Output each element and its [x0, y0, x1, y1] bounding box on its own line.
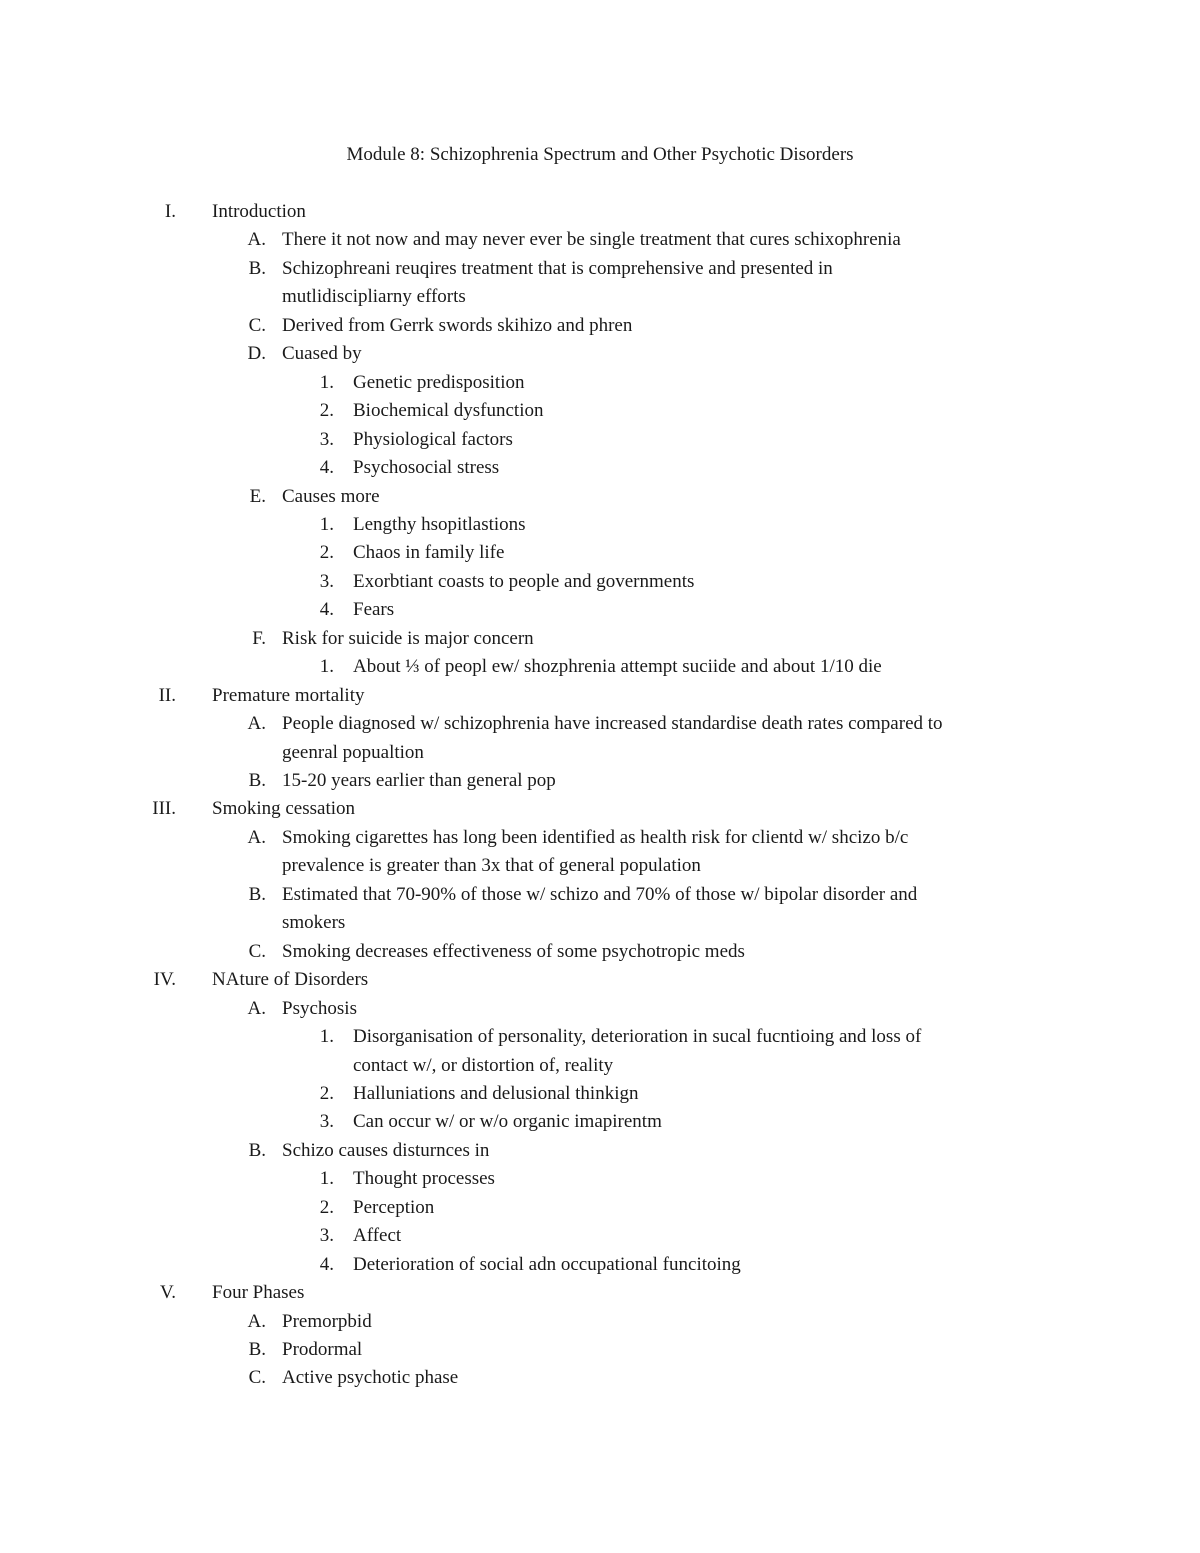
- subsection-text: Cuased by: [282, 343, 362, 364]
- subsection-marker: A.: [247, 827, 266, 848]
- section-text: Four Phases: [212, 1282, 305, 1303]
- point-marker: 3.: [319, 429, 334, 450]
- point-text: Can occur w/ or w/o organic imapirentm: [353, 1111, 662, 1132]
- point-text: About ⅓ of peopl ew/ shozphrenia attempt suciide and about 1/10 die: [353, 656, 882, 677]
- point-text: Deterioration of social adn occupational funcitoing: [353, 1254, 741, 1275]
- subsection-marker: C.: [248, 315, 266, 336]
- section-text: NAture of Disorders: [212, 969, 369, 990]
- section-marker: V.: [159, 1282, 176, 1303]
- point-marker: 2.: [319, 1197, 334, 1218]
- subsection-marker: B.: [248, 770, 266, 791]
- subsection-marker: B.: [248, 1140, 266, 1161]
- section-marker: III.: [152, 798, 176, 819]
- section-marker: I.: [164, 201, 176, 222]
- subsection-marker: E.: [249, 486, 266, 507]
- subsection-text: Active psychotic phase: [282, 1367, 459, 1388]
- point-marker: 1.: [319, 372, 334, 393]
- subsection-text: mutlidiscipliarny efforts: [282, 286, 466, 307]
- point-text: Thought processes: [353, 1168, 495, 1189]
- subsection-marker: A.: [247, 998, 266, 1019]
- subsection-marker: F.: [252, 628, 266, 649]
- point-marker: 3.: [319, 1225, 334, 1246]
- point-marker: 1.: [319, 514, 334, 535]
- subsection-marker: B.: [248, 884, 266, 905]
- point-text: Halluniations and delusional thinkign: [353, 1083, 639, 1104]
- section-marker: II.: [158, 685, 176, 706]
- subsection-text: smokers: [282, 912, 346, 933]
- subsection-marker: D.: [247, 343, 266, 364]
- subsection-text: prevalence is greater than 3x that of general population: [282, 855, 701, 876]
- subsection-marker: A.: [247, 1311, 266, 1332]
- subsection-text: Psychosis: [282, 998, 357, 1019]
- subsection-text: There it not now and may never ever be single treatment that cures schixophrenia: [282, 229, 901, 250]
- point-text: Lengthy hsopitlastions: [353, 514, 526, 535]
- section-marker: IV.: [153, 969, 176, 990]
- subsection-marker: A.: [247, 713, 266, 734]
- point-text: Exorbtiant coasts to people and governments: [353, 571, 695, 592]
- subsection-text: Causes more: [282, 486, 380, 507]
- point-text: Genetic predisposition: [353, 372, 525, 393]
- point-text: Affect: [353, 1225, 402, 1246]
- subsection-text: Smoking cigarettes has long been identified as health risk for clientd w/ shcizo b/c: [282, 827, 909, 848]
- point-marker: 3.: [319, 1111, 334, 1132]
- section-text: Smoking cessation: [212, 798, 356, 819]
- document-title: Module 8: Schizophrenia Spectrum and Other Psychotic Disorders: [346, 144, 854, 165]
- point-marker: 1.: [319, 656, 334, 677]
- point-marker: 1.: [319, 1168, 334, 1189]
- point-text: contact w/, or distortion of, reality: [353, 1055, 614, 1076]
- subsection-text: Estimated that 70-90% of those w/ schizo and 70% of those w/ bipolar disorder and: [282, 884, 918, 905]
- section-text: Premature mortality: [212, 685, 365, 706]
- point-text: Physiological factors: [353, 429, 513, 450]
- subsection-text: geenral popualtion: [282, 742, 424, 763]
- point-marker: 4.: [319, 599, 334, 620]
- subsection-text: 15-20 years earlier than general pop: [282, 770, 556, 791]
- point-marker: 2.: [319, 400, 334, 421]
- subsection-text: Smoking decreases effectiveness of some psychotropic meds: [282, 941, 745, 962]
- section-text: Introduction: [212, 201, 306, 222]
- subsection-text: People diagnosed w/ schizophrenia have increased standardise death rates compared to: [282, 713, 943, 734]
- subsection-text: Derived from Gerrk swords skihizo and phren: [282, 315, 633, 336]
- subsection-marker: B.: [248, 1339, 266, 1360]
- point-marker: 1.: [319, 1026, 334, 1047]
- subsection-text: Schizophreani reuqires treatment that is comprehensive and presented in: [282, 258, 833, 279]
- subsection-text: Prodormal: [282, 1339, 363, 1360]
- point-text: Chaos in family life: [353, 542, 505, 563]
- point-marker: 2.: [319, 1083, 334, 1104]
- subsection-marker: A.: [247, 229, 266, 250]
- subsection-marker: B.: [248, 258, 266, 279]
- point-marker: 4.: [319, 1254, 334, 1275]
- point-text: Disorganisation of personality, deterioration in sucal fucntioing and loss of: [353, 1026, 922, 1047]
- point-text: Psychosocial stress: [353, 457, 500, 478]
- point-text: Biochemical dysfunction: [353, 400, 544, 421]
- point-marker: 4.: [319, 457, 334, 478]
- point-text: Fears: [353, 599, 395, 620]
- point-text: Perception: [353, 1197, 435, 1218]
- subsection-text: Premorpbid: [282, 1311, 372, 1332]
- point-marker: 3.: [319, 571, 334, 592]
- point-marker: 2.: [319, 542, 334, 563]
- subsection-marker: C.: [248, 941, 266, 962]
- subsection-text: Risk for suicide is major concern: [282, 628, 534, 649]
- subsection-marker: C.: [248, 1367, 266, 1388]
- subsection-text: Schizo causes disturnces in: [282, 1140, 490, 1161]
